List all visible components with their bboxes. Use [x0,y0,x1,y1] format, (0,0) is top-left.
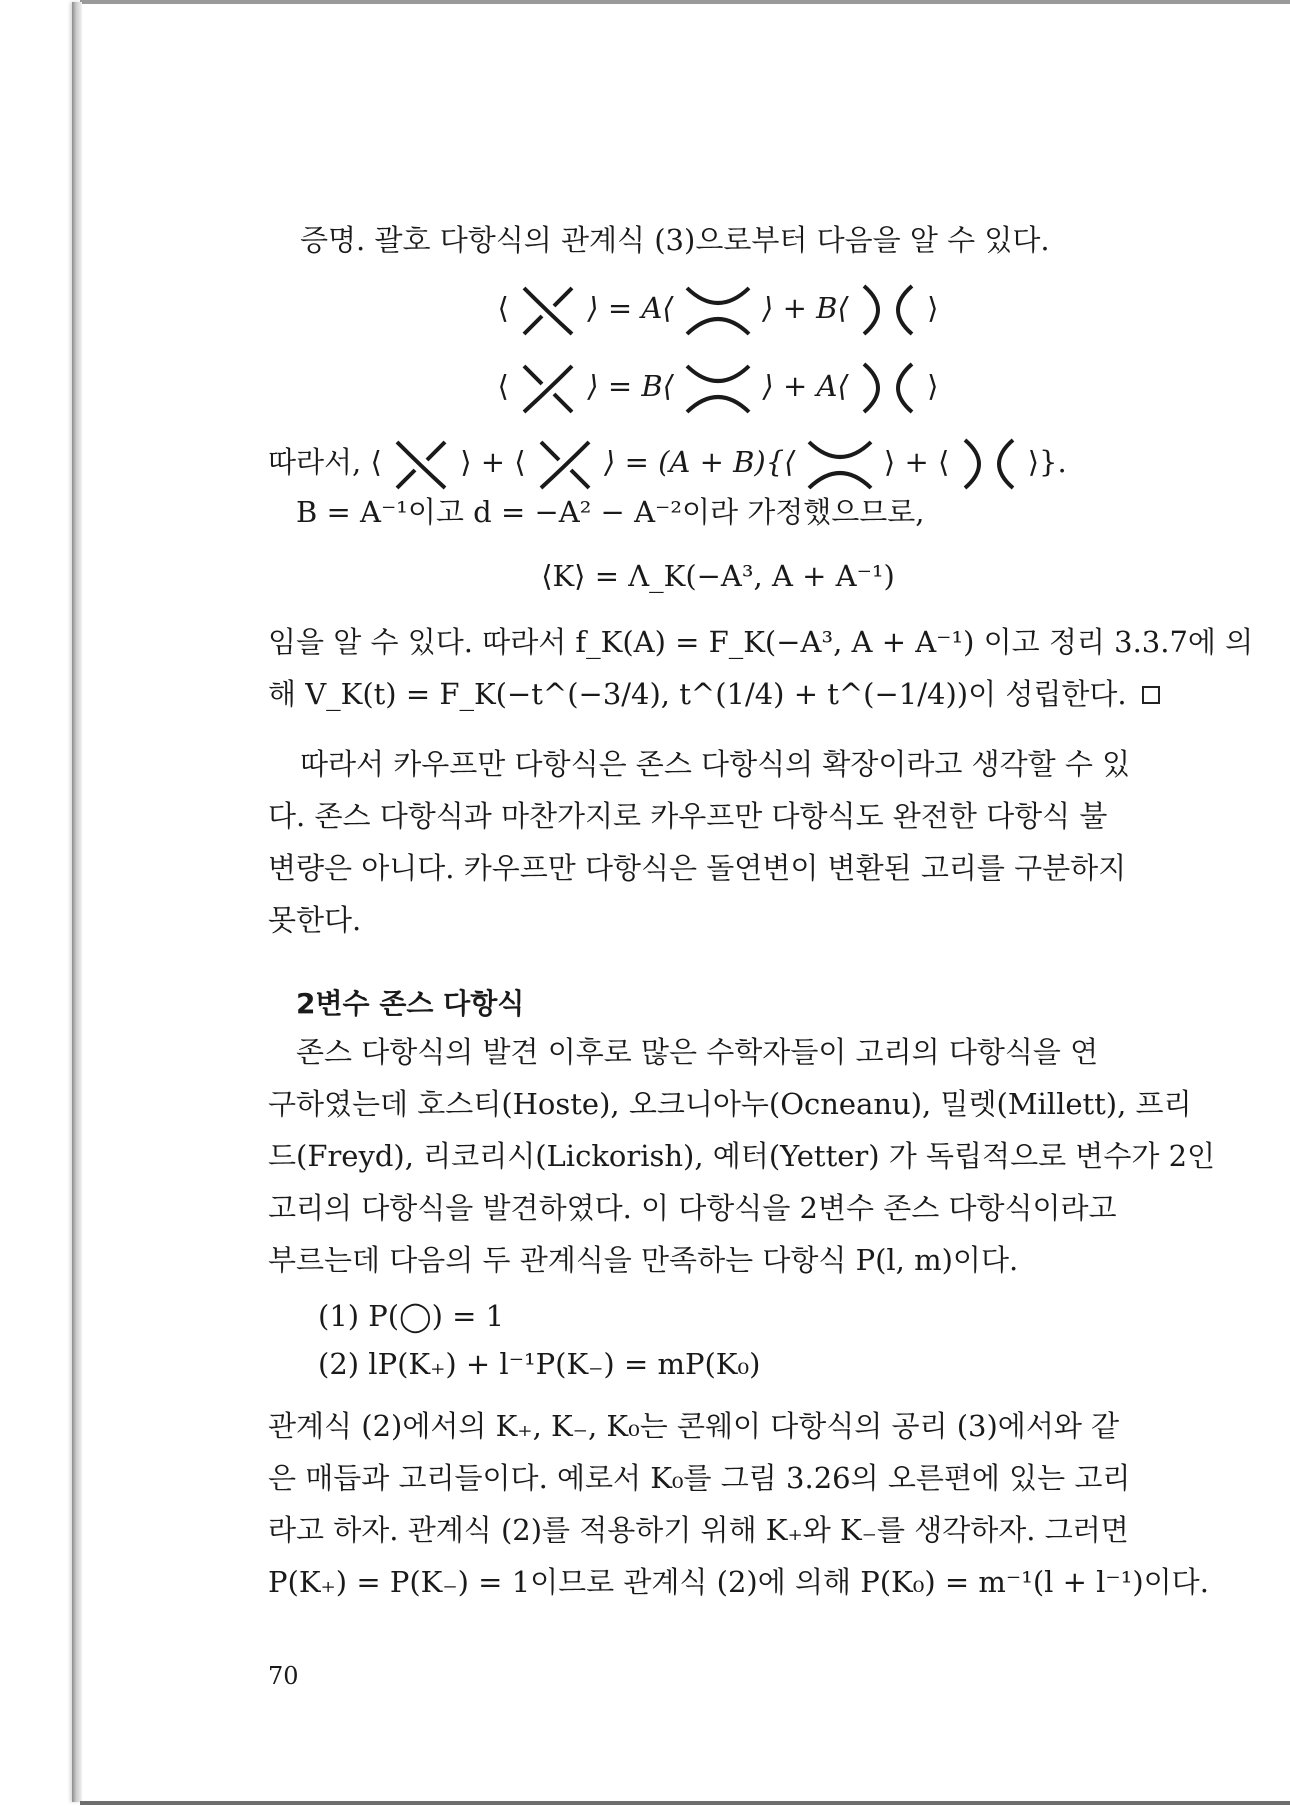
eq3-c: ⟩ + ⟨ [883,445,950,479]
para1-line-1: 임을 알 수 있다. 따라서 f_K(A) = F_K(−A³, A + A⁻¹) 이고 정리 3.3.7에 의 [268,625,1254,659]
para3-line-1: 존스 다항식의 발견 이후로 많은 수학자들이 고리의 다항식을 연 [296,1035,1099,1069]
para4-line-4: P(K₊) = P(K₋) = 1이므로 관계식 (2)에 의해 P(K₀) = m⁻¹(l + l⁻¹)이다. [268,1565,1209,1599]
proof-intro: 증명. 괄호 다항식의 관계식 (3)으로부터 다음을 알 수 있다. [300,223,1050,257]
smoothing-vertical-icon [959,436,1019,492]
eq1-rhs1: ⟩ = A⟨ [587,291,674,325]
eq2-lhs: ⟨ [497,369,509,403]
para4-line-3: 라고 하자. 관계식 (2)를 적용하기 위해 K₊와 K₋를 생각하자. 그러면 [268,1513,1129,1547]
page-content [268,0,1254,1806]
page-edge-left [72,2,82,1802]
para2-line-1: 따라서 카우프만 다항식은 존스 다항식의 확장이라고 생각할 수 있 [300,747,1131,781]
para2-line-3: 변량은 아니다. 카우프만 다항식은 돌연변이 변환된 고리를 구분하지 [268,851,1127,885]
para3-line-4: 고리의 다항식을 발견하였다. 이 다항식을 2변수 존스 다항식이라고 [268,1191,1117,1225]
para1-line-2: 해 V_K(t) = F_K(−t^(−3/4), t^(1/4) + t^(−1/4))이 성립한다. [268,677,1127,711]
eq1-rhs3: ⟩ [927,291,939,325]
crossing-mirror-icon [518,360,578,416]
bracket-equation: ⟨K⟩ = Λ_K(−A³, A + A⁻¹) [541,559,895,593]
crossing-icon [391,436,451,492]
eq2-rhs3: ⟩ [927,369,939,403]
smoothing-vertical-icon [858,282,918,338]
page-number: 70 [268,1662,299,1690]
smoothing-horizontal-icon [683,360,753,416]
smoothing-vertical-icon [858,360,918,416]
eq3-b: ⟩ = (A + B){⟨ [604,445,796,479]
relation-2: (2) lP(K₊) + l⁻¹P(K₋) = mP(K₀) [318,1347,761,1381]
section-heading: 2변수 존스 다항식 [296,987,525,1020]
smoothing-horizontal-icon [683,282,753,338]
para3-line-5: 부르는데 다음의 두 관계식을 만족하는 다항식 P(l, m)이다. [268,1243,1019,1277]
eq3-prefix: 따라서, ⟨ [268,445,382,479]
para2-line-2: 다. 존스 다항식과 마찬가지로 카우프만 다항식도 완전한 다항식 불 [268,799,1108,833]
eq3-d: ⟩}. [1027,445,1067,479]
equation-2 [268,356,1168,416]
relation-1: (1) P(◯) = 1 [318,1299,505,1333]
crossing-icon [518,282,578,338]
para3-line-2: 구하였는데 호스티(Hoste), 오크니아누(Ocneanu), 밀렛(Millett), 프리 [268,1087,1192,1121]
eq2-rhs1: ⟩ = B⟨ [587,369,674,403]
crossing-mirror-icon [535,436,595,492]
para4-line-1: 관계식 (2)에서의 K₊, K₋, K₀는 콘웨이 다항식의 공리 (3)에서와 같 [268,1409,1120,1443]
eq1-lhs: ⟨ [497,291,509,325]
equation-3 [268,432,1067,492]
eq2-rhs2: ⟩ + A⟨ [762,369,849,403]
assumption-line: B = A⁻¹이고 d = −A² − A⁻²이라 가정했으므로, [296,495,925,529]
smoothing-horizontal-icon [805,436,875,492]
para4-line-2: 은 매듭과 고리들이다. 예로서 K₀를 그림 3.26의 오른편에 있는 고리 [268,1461,1131,1495]
eq1-rhs2: ⟩ + B⟨ [762,291,849,325]
eq3-a: ⟩ + ⟨ [460,445,526,479]
qed-box-icon [1142,686,1160,704]
para2-line-4: 못한다. [268,903,362,937]
equation-1 [268,278,1168,338]
para3-line-3: 드(Freyd), 리코리시(Lickorish), 예터(Yetter) 가 독립적으로 변수가 2인 [268,1139,1216,1173]
